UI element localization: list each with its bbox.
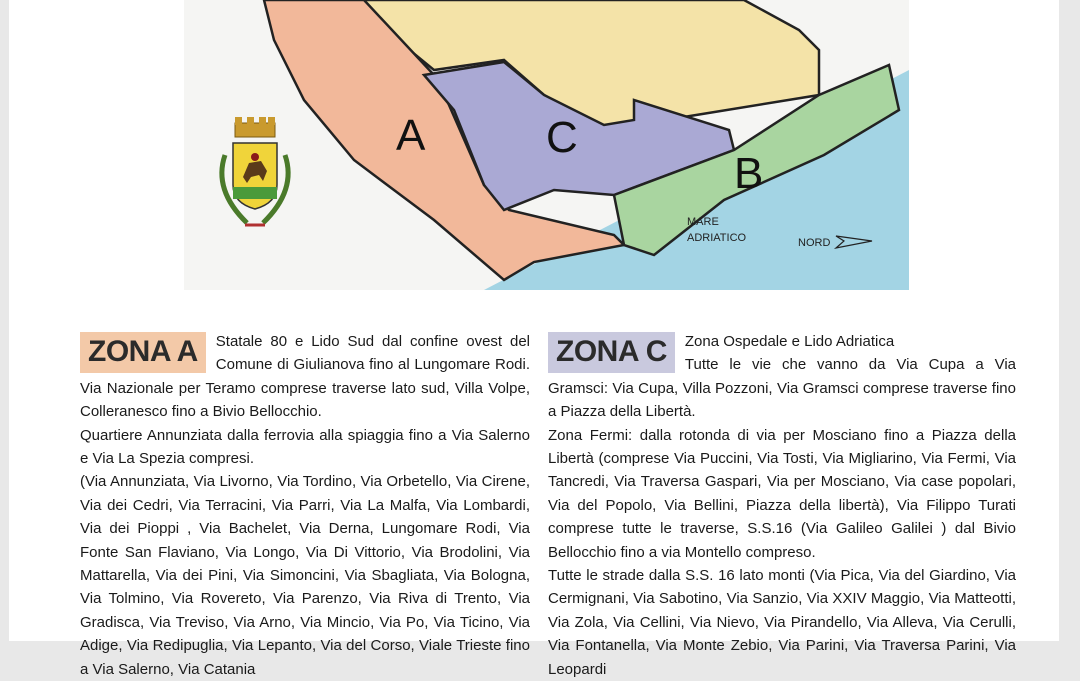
north-label: NORD: [798, 237, 831, 249]
zone-c-letter: C: [546, 113, 578, 162]
zone-a-tag: ZONA A: [80, 332, 206, 373]
sea-label-line2: ADRIATICO: [687, 232, 747, 244]
zone-c-paragraph: Tutte le vie che vanno da Via Cupa a Via Gramsci: Via Cupa, Villa Pozzoni, Via Gramsci comprese traverse fino a Piazza della Libertà.: [548, 356, 1016, 421]
zone-a-paragraph: Quartiere Annunziata dalla ferrovia alla spiaggia fino a Via Salerno e Via La Spezia compresi.: [80, 426, 530, 468]
zone-c-tag: ZONA C: [548, 332, 675, 373]
document-page: [9, 0, 1059, 678]
zone-a-column: [80, 330, 530, 681]
zone-c-paragraph: Zona Fermi: dalla rotonda di via per Mosciano fino a Piazza della Libertà (comprese Via Puccini, Via Tosti, Via Migliarino, Via Fermi, Via Tancredi, Via Traversa Gaspari, Via per Mosciano, Via case popolari, Via del Popolo, Via Bellini, Piazza della libertà), Via Filippo Turati comprese tutte le traverse, S.S.16 (Via Galileo Galilei ) dal Bivio Bellocchio fino a via Montello compreso.: [548, 426, 1016, 561]
sea-label-line1: MARE: [687, 216, 719, 228]
zone-a-letter: A: [396, 111, 426, 160]
coat-of-arms-icon: [209, 115, 301, 240]
zone-b-letter: B: [734, 149, 764, 198]
zone-a-paragraph: (Via Annunziata, Via Livorno, Via Tordino, Via Orbetello, Via Cirene, Via dei Cedri, Via Terracini, Via Parri, Via La Malfa, Via Lombardi, Via dei Pioppi , Via Bachelet, Via Derna, Lungomare Rodi, Via Fonte San Flaviano, Via Longo, Via Di Vittorio, Via Brodolini, Via Mattarella, Via dei Pini, Via Simoncini, Via Sbagliata, Via Bologna, Via Tolmino, Via Rovereto, Via Parenzo, Via Riva di Trento, Via Gradisca, Via Treviso, Via Arno, Via Mincio, Via Po, Via Ticino, Via Adige, Via Redipuglia, Via Lepanto, Via del Corso, Viale Trieste fino a Via Salerno, Via Catania: [80, 473, 530, 678]
zone-c-paragraph: Zona Ospedale e Lido Adriatica: [684, 333, 895, 350]
zone-a-paragraph: Statale 80 e Lido Sud dal confine ovest del Comune di Giulianova fino al Lungomare Rodi. Via Nazionale per Teramo comprese traverse lato sud, Villa Volpe, Colleranesco fino a Bivio Bellocchio.: [80, 333, 530, 421]
zone-c-column: [548, 330, 1016, 681]
zone-c-paragraph: Tutte le strade dalla S.S. 16 lato monti (Via Pica, Via del Giardino, Via Cermignani, Via Sabotino, Via Sanzio, Via XXIV Maggio, Via Matteotti, Via Zola, Via Cellini, Via Nievo, Via Pirandello, Via Alleva, Via Cerulli, Via Fontanella, Via Monte Zebio, Via Parini, Via Traversa Parini, Via Leopardi: [548, 567, 1016, 678]
